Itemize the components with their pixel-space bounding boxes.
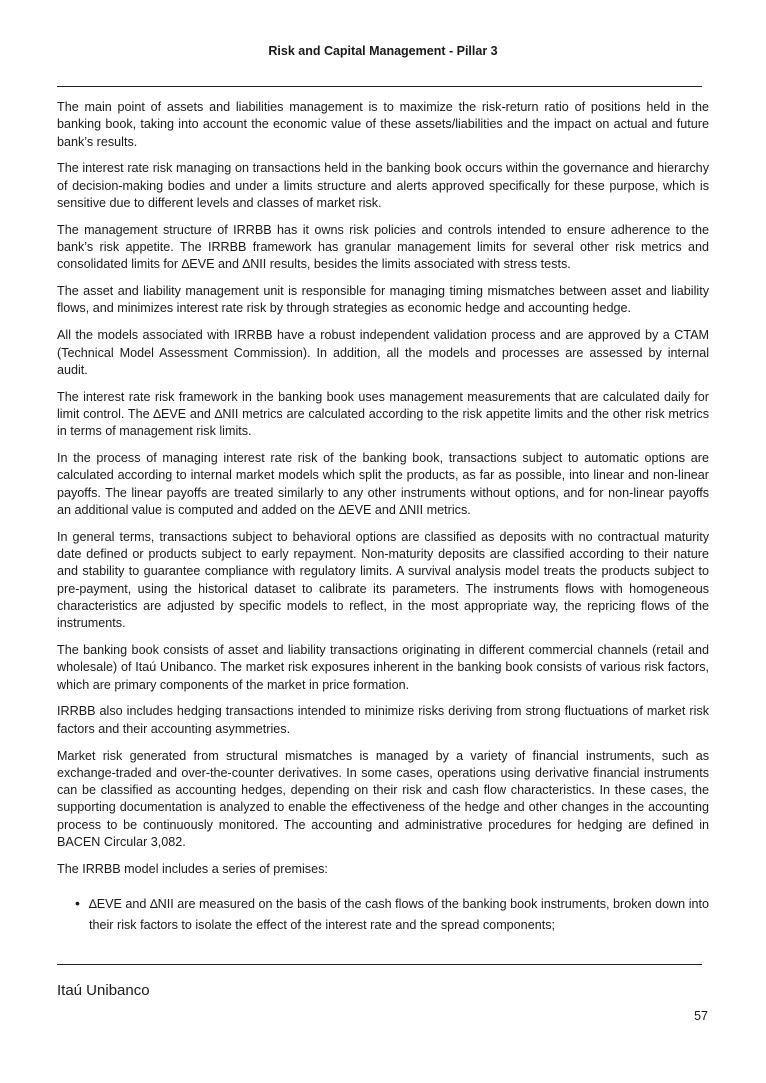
footer-company-name: Itaú Unibanco <box>57 982 150 999</box>
bullet-icon: • <box>75 895 80 912</box>
paragraph: In the process of managing interest rate risk of the banking book, transactions subject to automatic options are calculated according to internal market models which split the products, as far as possible, into linear and non-linear payoffs. The linear payoffs are treated similarly to any other instruments without options, and for non-linear payoffs an additional value is computed and added on the ∆EVE and ∆NII metrics. <box>57 451 709 517</box>
paragraph: All the models associated with IRRBB have a robust independent validation process and are approved by a CTAM (Technical Model Assessment Commission). In addition, all the models and processes are assessed by internal audit. <box>57 328 709 377</box>
paragraph: IRRBB also includes hedging transactions intended to minimize risks deriving from strong fluctuations of market risk factors and their accounting asymmetries. <box>57 704 709 736</box>
premises-list <box>57 894 709 936</box>
list-item <box>57 894 709 936</box>
paragraph: The banking book consists of asset and liability transactions originating in different commercial channels (retail and wholesale) of Itaú Unibanco. The market risk exposures inherent in the banking book consists of various risk factors, which are primary components of the market in price formation. <box>57 643 709 692</box>
list-item-text: ∆EVE and ∆NII are measured on the basis of the cash flows of the banking book instruments, broken down into their risk factors to isolate the effect of the interest rate and the spread components; <box>89 897 709 933</box>
header-divider <box>57 86 702 87</box>
paragraph: The interest rate risk managing on transactions held in the banking book occurs within the governance and hierarchy of decision-making bodies and under a limits structure and alerts approved specifically for these purpose, which is sensitive due to different levels and classes of market risk. <box>57 161 709 210</box>
document-body <box>57 99 709 936</box>
page-header-title: Risk and Capital Management - Pillar 3 <box>268 44 498 58</box>
paragraph: The management structure of IRRBB has it owns risk policies and controls intended to ensure adherence to the bank’s risk appetite. The IRRBB framework has granular management limits for several other risk metrics and consolidated limits for ∆EVE and ∆NII results, besides the limits associated with stress tests. <box>57 222 709 272</box>
paragraph: The interest rate risk framework in the banking book uses management measurements that are calculated daily for limit control. The ∆EVE and ∆NII metrics are calculated according to the risk appetite limits and the other risk metrics in terms of management risk limits. <box>57 389 709 439</box>
paragraph: The IRRBB model includes a series of premises: <box>57 861 328 876</box>
paragraph: Market risk generated from structural mismatches is managed by a variety of financial instruments, such as exchange-traded and over-the-counter derivatives. In some cases, operations using derivative financial instruments can be classified as accounting hedges, depending on their risk and cash flow characteristics. In these cases, the supporting documentation is analyzed to enable the effectiveness of the hedge and other changes in the accounting process to be continuously monitored. The accounting and administrative procedures for hedging are defined in BACEN Circular 3,082. <box>57 748 709 849</box>
page-number: 57 <box>694 1009 708 1023</box>
footer-divider <box>57 964 702 965</box>
paragraph: The asset and liability management unit is responsible for managing timing mismatches between asset and liability flows, and minimizes interest rate risk by through strategies as economic hedge and accounting hedge. <box>57 284 709 316</box>
paragraph: The main point of assets and liabilities management is to maximize the risk-return ratio of positions held in the banking book, taking into account the economic value of these assets/liabilities and the impact on actual and future bank’s results. <box>57 100 709 149</box>
paragraph: In general terms, transactions subject to behavioral options are classified as deposits with no contractual maturity date defined or products subject to early repayment. Non-maturity deposits are classified according to their nature and stability to guarantee compliance with regulatory limits. A survival analysis model treats the products subject to pre-payment, using the historical dataset to calibrate its parameters. The instruments flows with homogeneous characteristics are adjusted by specific models to reflect, in the most appropriate way, the repricing flows of the instruments. <box>57 529 709 631</box>
